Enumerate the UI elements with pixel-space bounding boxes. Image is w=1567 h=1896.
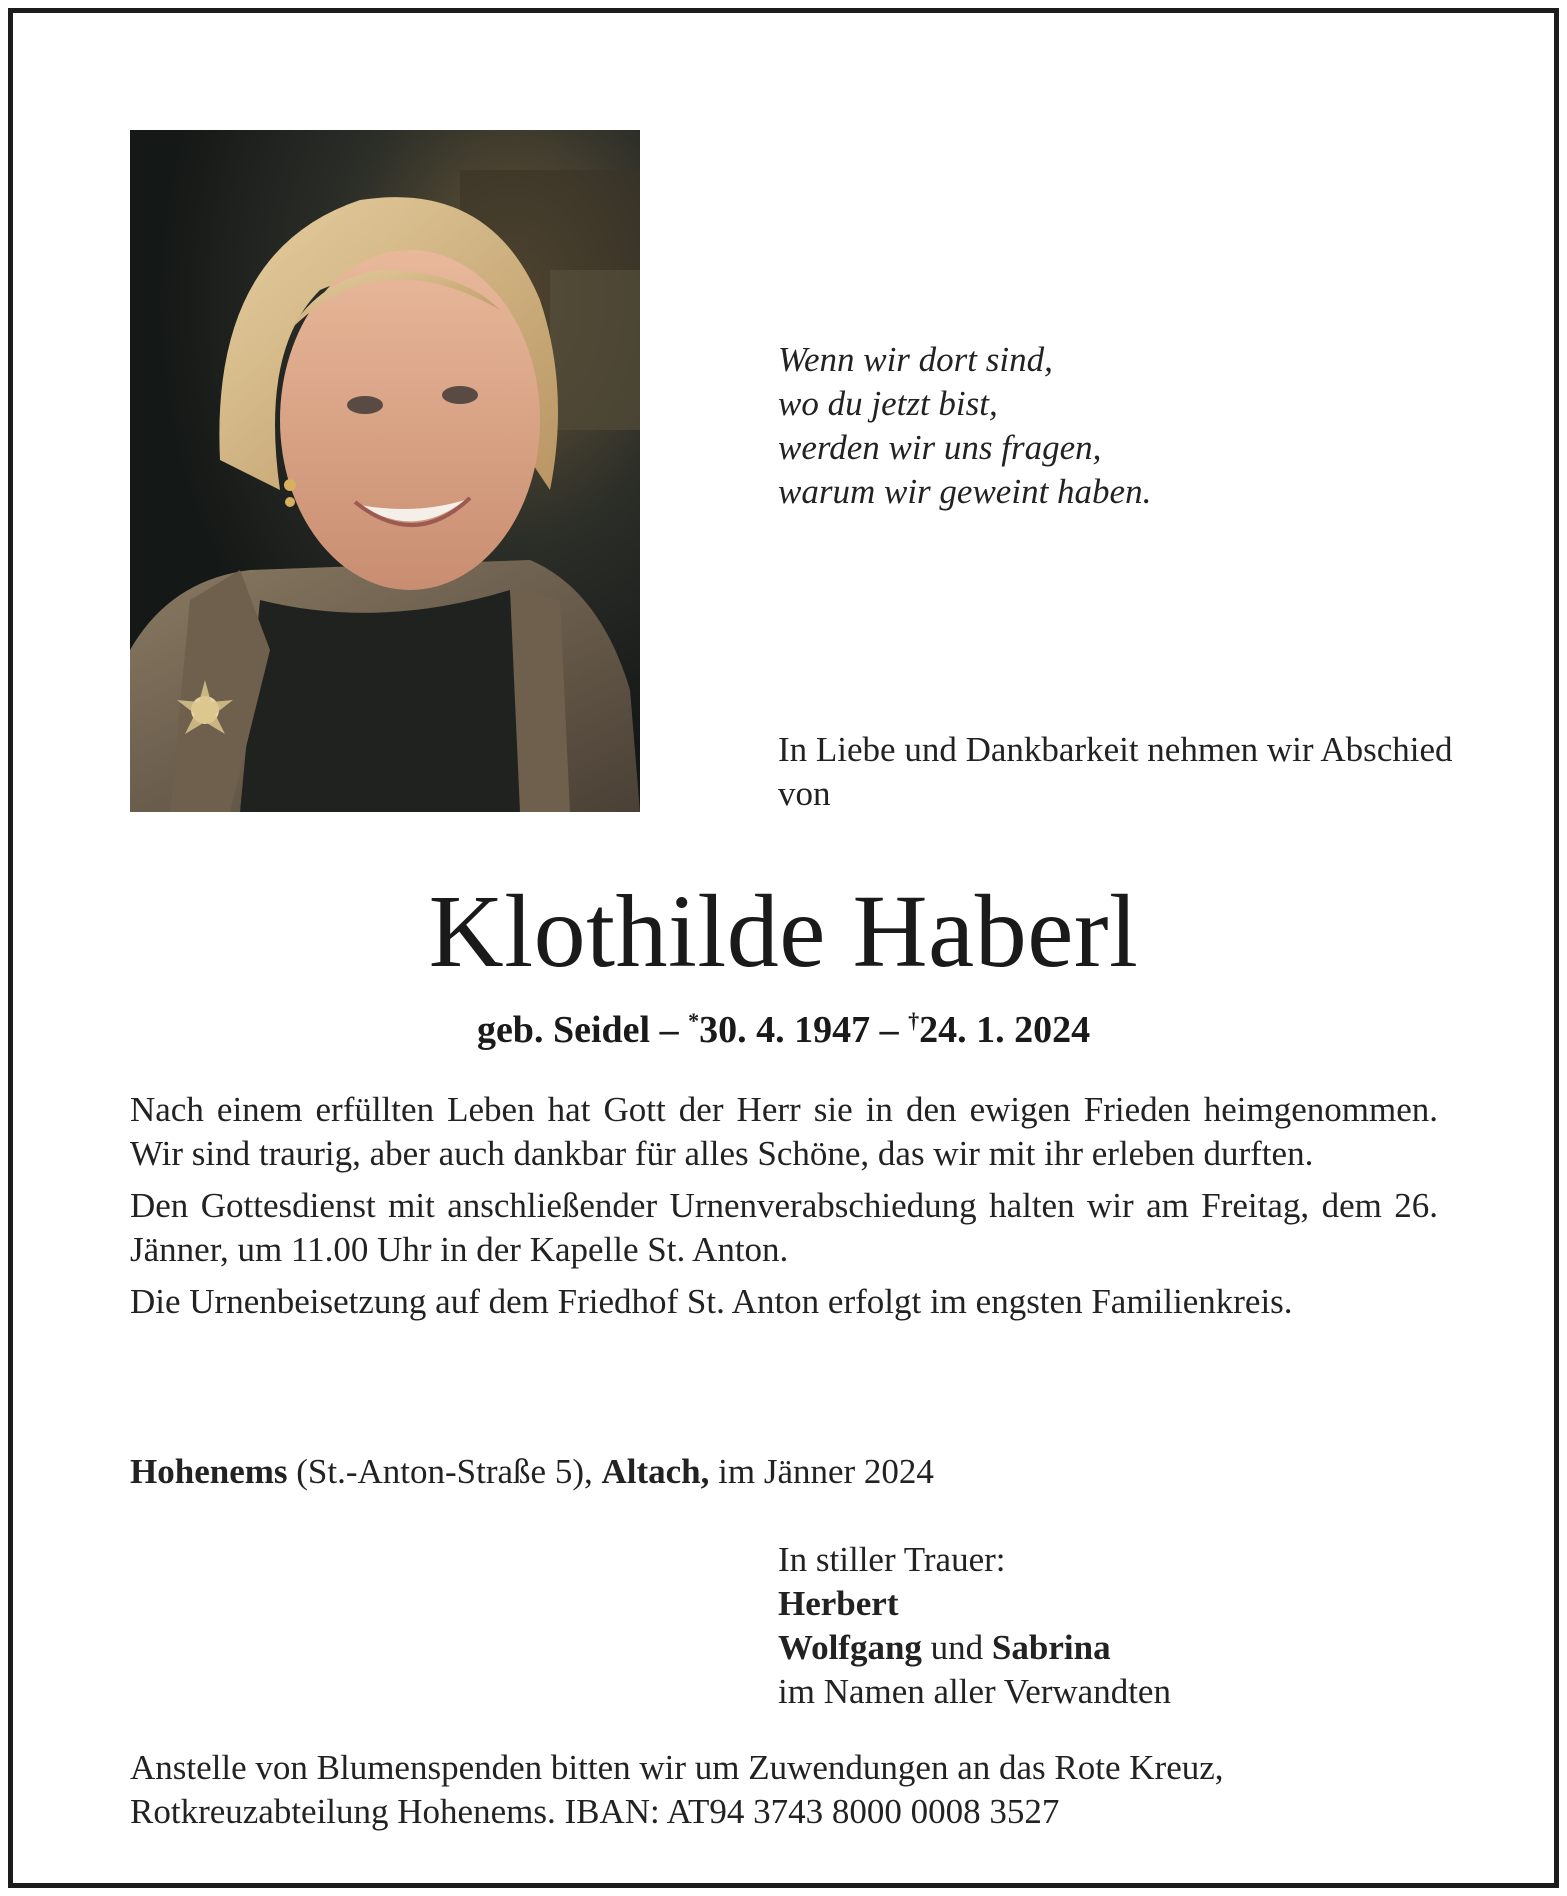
mourner-conjunction: und bbox=[921, 1628, 992, 1667]
memorial-quote bbox=[778, 338, 1151, 514]
body-paragraph: Den Gottesdienst mit anschließender Urnenverabschiedung halten wir am Freitag, dem 26. Jänner, um 11.00 Uhr in der Kapelle St. Anton. bbox=[130, 1186, 1438, 1269]
portrait-photo bbox=[130, 130, 640, 812]
notice-body bbox=[130, 1088, 1438, 1332]
dates-separator: – bbox=[879, 1009, 899, 1051]
mourners-block bbox=[778, 1538, 1458, 1714]
died-symbol: † bbox=[908, 1008, 920, 1033]
donation-iban-line: Rotkreuzabteilung Hohenems. IBAN: AT94 3743 8000 0008 3527 bbox=[130, 1792, 1060, 1831]
mourner-line bbox=[778, 1626, 1458, 1670]
quote-line: werden wir uns fragen, bbox=[778, 428, 1102, 467]
quote-line: warum wir geweint haben. bbox=[778, 472, 1152, 511]
place-and-date bbox=[130, 1450, 1438, 1494]
body-paragraph: Die Urnenbeisetzung auf dem Friedhof St. Anton erfolgt im engsten Familienkreis. bbox=[130, 1282, 1293, 1321]
deceased-name: Klothilde Haberl bbox=[428, 874, 1139, 989]
quote-line: Wenn wir dort sind, bbox=[778, 340, 1053, 379]
donation-note bbox=[130, 1746, 1438, 1834]
mourner-wolfgang: Wolfgang bbox=[778, 1628, 922, 1667]
notice-date: im Jänner 2024 bbox=[709, 1452, 934, 1491]
mourners-heading: In stiller Trauer: bbox=[778, 1540, 1006, 1579]
body-paragraph: Nach einem erfüllten Leben hat Gott der Herr sie in den ewigen Frieden heimgenommen. Wir sind traurig, aber auch dankbar für alles Schöne, das wir mit ihr erleben durften. bbox=[130, 1090, 1438, 1173]
mourner-sabrina: Sabrina bbox=[991, 1628, 1111, 1667]
born-symbol: * bbox=[688, 1008, 700, 1033]
mourners-relatives: im Namen aller Verwandten bbox=[778, 1672, 1171, 1711]
address: (St.-Anton-Straße 5), bbox=[287, 1452, 602, 1491]
life-dates bbox=[0, 996, 1567, 1055]
mourner-herbert: Herbert bbox=[778, 1584, 899, 1623]
birth-name: geb. Seidel bbox=[476, 1009, 651, 1051]
city-hohenems: Hohenems bbox=[130, 1452, 288, 1491]
death-date: 24. 1. 2024 bbox=[919, 1009, 1091, 1051]
quote-line: wo du jetzt bist, bbox=[778, 384, 998, 423]
donation-line: Anstelle von Blumenspenden bitten wir um Zuwendungen an das Rote Kreuz, bbox=[130, 1748, 1224, 1787]
birth-date: 30. 4. 1947 bbox=[699, 1009, 871, 1051]
city-altach: Altach, bbox=[601, 1452, 710, 1491]
farewell-intro: In Liebe und Dankbarkeit nehmen wir Abschied von bbox=[778, 730, 1453, 813]
dates-separator: – bbox=[659, 1009, 679, 1051]
